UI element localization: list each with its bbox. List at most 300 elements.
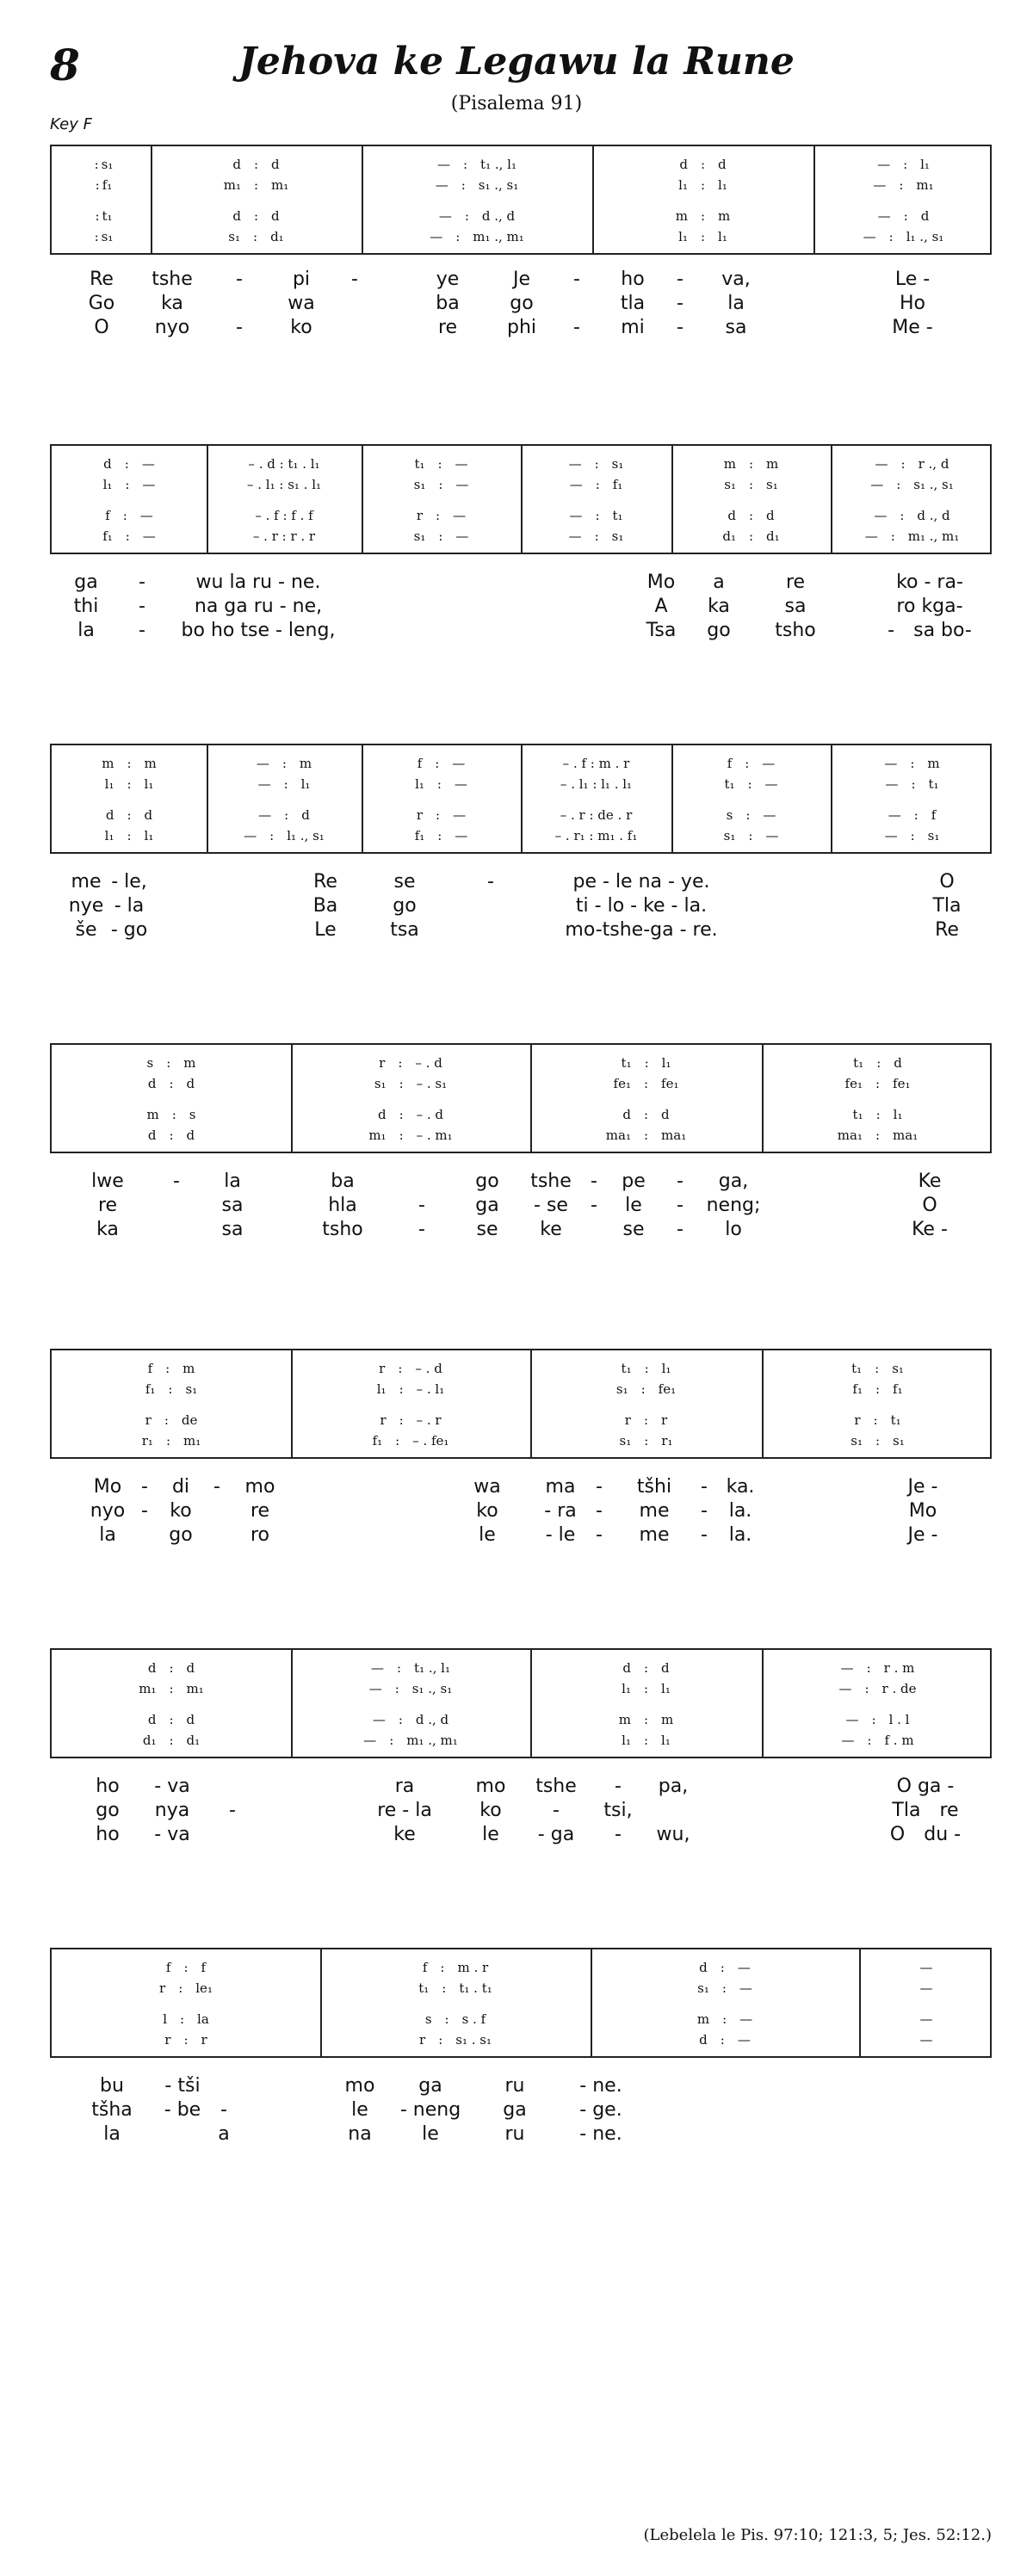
lyric-syllable: - be [164, 2099, 201, 2121]
part-notes: — : l₁ [257, 776, 311, 792]
lyric-syllable: O [922, 1195, 937, 1216]
lyric-syllable: - [677, 1195, 684, 1216]
lyric-syllable: la. [728, 1524, 752, 1546]
bar-line [362, 446, 363, 553]
lyric-syllable: go [475, 1171, 499, 1192]
lyric-syllable: mo-tshe-ga - re. [565, 919, 718, 941]
part-notes: s₁ : — [413, 477, 469, 492]
lyric-syllable: ga [74, 571, 98, 593]
part-notes: r : — [416, 807, 467, 823]
lyric-syllable: A [654, 596, 668, 617]
part-notes: — : m₁ [873, 177, 934, 193]
part-notes: l₁ : l₁ [678, 177, 727, 193]
lyric-syllable: se [622, 1219, 645, 1240]
lyric-syllable: ko [170, 1500, 192, 1522]
part-notes: – . l₁ : l₁ . l₁ [560, 776, 633, 792]
lyric-syllable: sa [221, 1219, 244, 1240]
part-notes: f₁ : – . fe₁ [372, 1433, 449, 1449]
bar-line [762, 1650, 764, 1757]
lyric-syllable: Ke [918, 1171, 942, 1192]
lyric-syllable: wu, [656, 1824, 690, 1845]
part-notes: l₁ : l₁ [104, 776, 154, 792]
part-notes: d : d [622, 1107, 670, 1122]
lyric-syllable: di [171, 1476, 190, 1498]
bar-line [207, 446, 208, 553]
part-notes: — : f . m [841, 1733, 914, 1748]
bar-line [530, 1350, 532, 1457]
bar-line [362, 745, 363, 852]
lyric-syllable: Tla re [892, 1800, 959, 1821]
part-notes: — : d ., d [874, 508, 950, 523]
lyric-syllable: se [393, 871, 416, 893]
part-notes: l₁ : l₁ [104, 828, 154, 843]
lyric-syllable: nya [154, 1800, 190, 1821]
lyric-syllable: Re [313, 871, 337, 893]
lyric-syllable: tshe [530, 1171, 572, 1192]
lyric-syllable: - [591, 1195, 597, 1216]
lyric-syllable: ga [418, 2075, 442, 2097]
part-notes: : t₁ [90, 208, 113, 224]
lyric-syllable: - [677, 317, 684, 338]
lyric-syllable: la. [728, 1500, 752, 1522]
part-notes: — : s₁ [568, 528, 624, 544]
footer-reference: (Lebelela le Pis. 97:10; 121:3, 5; Jes. 52:12.) [643, 2526, 992, 2544]
bar-line [291, 1350, 293, 1457]
bar-line [320, 1949, 322, 2056]
part-notes: r : r [164, 2032, 207, 2048]
part-notes: f : f [165, 1960, 207, 1975]
lyric-syllable: O ga - [896, 1776, 955, 1797]
lyric-syllable: - ne. [579, 2123, 622, 2145]
lyric-syllable: bo ho tse - leng, [181, 620, 336, 641]
lyric-syllable: - [677, 269, 684, 290]
part-notes: d : – . d [377, 1107, 444, 1122]
lyric-syllable: - [418, 1219, 425, 1240]
lyric-syllable: - [615, 1776, 622, 1797]
part-notes: t₁ : d [853, 1055, 902, 1071]
lyric-syllable: - [591, 1171, 597, 1192]
part-notes: r : — [416, 508, 467, 523]
part-notes: — : m₁ ., m₁ [864, 528, 960, 544]
lyric-syllable: - [615, 1824, 622, 1845]
part-notes: — : r . m [840, 1660, 915, 1676]
stave-system [50, 1948, 992, 2058]
lyric-syllable: re [250, 1500, 270, 1522]
part-notes: l₁ : — [102, 477, 156, 492]
lyric-syllable: go [96, 1800, 120, 1821]
part-notes: : s₁ [89, 157, 114, 172]
lyric-syllable: - ge. [579, 2099, 622, 2121]
part-notes: t₁ : l₁ [621, 1361, 671, 1376]
lyric-syllable: - va [154, 1776, 190, 1797]
bar-line [671, 446, 673, 553]
part-notes: — : s₁ [884, 828, 940, 843]
bar-line [207, 745, 208, 852]
lyric-syllable: ka [161, 293, 183, 314]
part-notes: — : l₁ ., s₁ [244, 828, 325, 843]
part-notes: — : t₁ ., l₁ [371, 1660, 450, 1676]
lyric-syllable: lo [725, 1219, 742, 1240]
part-notes: f₁ : — [414, 828, 468, 843]
lyric-syllable: tshe [152, 269, 193, 290]
lyric-syllable: mo [244, 1476, 275, 1498]
lyric-syllable: - [596, 1524, 603, 1546]
bar-line [592, 146, 594, 253]
lyric-syllable: - go [110, 919, 148, 941]
lyric-syllable: re [437, 317, 458, 338]
lyric-syllable: tšhi [636, 1476, 672, 1498]
part-notes: t₁ : s₁ [851, 1361, 904, 1376]
lyric-syllable: tshe [535, 1776, 577, 1797]
part-notes: — : t₁ ., l₁ [437, 157, 516, 172]
lyric-syllable: Me - [892, 317, 933, 338]
bar-line [521, 446, 523, 553]
part-notes: ma₁ : ma₁ [605, 1127, 687, 1143]
bar-line [530, 1045, 532, 1152]
part-notes: s₁ : — [723, 828, 779, 843]
part-notes: – . r : r . r [252, 528, 316, 544]
part-notes: t₁ : l₁ [852, 1107, 903, 1122]
hymn-title: Jehova ke Legawu la Rune [238, 40, 795, 83]
hymn-number: 8 [50, 40, 80, 90]
part-notes: d : d [147, 1127, 195, 1143]
lyric-syllable: neng; [706, 1195, 761, 1216]
lyric-syllable: ka [96, 1219, 119, 1240]
part-notes: — : m₁ ., m₁ [430, 229, 524, 244]
lyric-syllable: Mo [908, 1500, 937, 1522]
part-notes: d : d [679, 157, 727, 172]
lyric-syllable: ga [503, 2099, 527, 2121]
lyric-syllable: še [75, 919, 97, 941]
lyric-syllable: Go [88, 293, 115, 314]
lyric-syllable: bu [100, 2075, 124, 2097]
part-notes: f : m [147, 1361, 195, 1376]
part-notes: — : d [258, 807, 310, 823]
part-notes: m : m [618, 1712, 674, 1727]
bar-line [521, 745, 523, 852]
bar-line [291, 1650, 293, 1757]
part-notes: f₁ : — [102, 528, 156, 544]
part-notes: m : m [723, 456, 779, 472]
part-notes: m₁ : m₁ [139, 1681, 204, 1696]
lyric-syllable: O du - [889, 1824, 962, 1845]
part-notes: — : m [884, 756, 940, 771]
lyric-syllable: ba [436, 293, 460, 314]
lyric-syllable: - [573, 317, 580, 338]
lyric-syllable: ke [393, 1824, 416, 1845]
bar-line [362, 146, 363, 253]
part-notes: — : s₁ ., s₁ [368, 1681, 453, 1696]
lyric-syllable: - [229, 1800, 236, 1821]
lyric-syllable: wa [288, 293, 315, 314]
hymn-subtitle: (Pisalema 91) [450, 93, 583, 114]
lyric-syllable: Je [512, 269, 531, 290]
lyric-syllable: - [141, 1476, 148, 1498]
lyric-syllable: ko [290, 317, 312, 338]
part-notes: d : — [699, 2032, 751, 2048]
part-notes: s : s . f [424, 2011, 486, 2027]
part-notes: l : la [163, 2011, 209, 2027]
part-notes: — : s₁ ., s₁ [435, 177, 519, 193]
lyric-syllable: ga, [718, 1171, 749, 1192]
lyric-syllable: ka [708, 596, 730, 617]
part-notes: m₁ : m₁ [223, 177, 289, 193]
part-notes: r : t₁ [854, 1412, 901, 1428]
lyric-syllable: - [487, 871, 494, 893]
lyric-syllable: - [701, 1476, 708, 1498]
part-notes: s₁ : — [697, 1980, 752, 1996]
lyric-syllable: ko - ra- [896, 571, 963, 593]
lyric-syllable: phi [506, 317, 537, 338]
lyric-syllable: Re [935, 919, 959, 941]
part-notes: : s₁ [89, 229, 114, 244]
part-notes: — : l₁ ., s₁ [863, 229, 944, 244]
part-notes: l₁ : — [415, 776, 467, 792]
lyric-syllable: wu la ru - ne. [195, 571, 321, 593]
lyric-syllable: Tsa [646, 620, 677, 641]
lyric-syllable: tsho [322, 1219, 363, 1240]
part-notes: — : t₁ [885, 776, 939, 792]
lyric-syllable: - [141, 1500, 148, 1522]
lyric-syllable: - ne. [579, 2075, 622, 2097]
lyric-syllable: go [393, 895, 417, 917]
lyric-syllable: va, [721, 269, 751, 290]
part-notes: r : r [624, 1412, 668, 1428]
bar-line [530, 1650, 532, 1757]
lyric-syllable: ra [394, 1776, 415, 1797]
lyric-syllable: ba [331, 1171, 355, 1192]
lyric-syllable: sa [221, 1195, 244, 1216]
lyric-syllable: ko [479, 1800, 502, 1821]
lyric-syllable: wa [473, 1476, 501, 1498]
lyric-syllable: Ho [899, 293, 926, 314]
lyric-syllable: - ga [537, 1824, 575, 1845]
part-notes: — : s₁ ., s₁ [870, 477, 954, 492]
lyric-syllable: pe [622, 1171, 646, 1192]
part-notes: — [919, 1980, 933, 1996]
lyric-syllable: a [218, 2123, 230, 2145]
part-notes: r : – . r [380, 1412, 442, 1428]
lyric-syllable: la [727, 293, 745, 314]
part-notes: l₁ : l₁ [622, 1733, 671, 1748]
part-notes: s₁ : s₁ [851, 1433, 905, 1449]
lyric-syllable: Le [314, 919, 337, 941]
lyric-syllable: na ga ru - ne, [194, 596, 323, 617]
part-notes: – . r : de . r [560, 807, 633, 823]
part-notes: s₁ : fe₁ [615, 1381, 677, 1397]
bar-line [591, 1949, 592, 2056]
lyric-syllable: - [213, 1476, 220, 1498]
lyric-syllable: la [103, 2123, 121, 2145]
lyric-syllable: lwe [91, 1171, 124, 1192]
lyric-syllable: - [573, 269, 580, 290]
lyric-syllable: ho [96, 1824, 120, 1845]
lyric-syllable: - [553, 1800, 560, 1821]
lyric-syllable: mo [344, 2075, 375, 2097]
stave-system [50, 145, 992, 255]
lyric-syllable: - [139, 571, 145, 593]
part-notes: t₁ : l₁ [621, 1055, 671, 1071]
part-notes: – . d : t₁ . l₁ [248, 456, 320, 472]
lyric-syllable: ho [96, 1776, 120, 1797]
part-notes: ma₁ : ma₁ [837, 1127, 919, 1143]
bar-line [671, 745, 673, 852]
stave-system [50, 744, 992, 854]
stave-system [50, 444, 992, 554]
lyric-syllable: Je - [907, 1476, 938, 1498]
part-notes: m₁ : – . m₁ [368, 1127, 453, 1143]
lyric-syllable: - [351, 269, 358, 290]
part-notes: r : s₁ . s₁ [419, 2032, 492, 2048]
lyric-syllable: - sa bo- [888, 620, 972, 641]
lyric-syllable: tšha [91, 2099, 133, 2121]
lyric-syllable: Ke - [912, 1219, 948, 1240]
part-notes: d : d [147, 1712, 195, 1727]
lyric-syllable: tsa [390, 919, 419, 941]
lyric-syllable: Mo [646, 571, 676, 593]
lyric-syllable: - [139, 620, 145, 641]
part-notes: m : m [102, 756, 157, 771]
lyric-syllable: la [224, 1171, 241, 1192]
bar-line [291, 1045, 293, 1152]
lyric-syllable: ho [621, 269, 645, 290]
lyric-syllable: - tši [164, 2075, 201, 2097]
bar-line [859, 1949, 861, 2056]
lyric-syllable: nyo [154, 317, 190, 338]
lyric-syllable: se [476, 1219, 498, 1240]
lyric-syllable: - [418, 1195, 425, 1216]
lyric-syllable: me [639, 1500, 670, 1522]
part-notes: — : f [888, 807, 937, 823]
bar-line [762, 1045, 764, 1152]
lyric-syllable: Je - [907, 1524, 938, 1546]
lyric-syllable: - [139, 596, 145, 617]
part-notes: — [919, 2011, 933, 2027]
lyric-syllable: - [677, 1171, 684, 1192]
part-notes: t₁ : — [724, 776, 778, 792]
part-notes: – . f : f . f [255, 508, 313, 523]
lyric-syllable: me [71, 871, 102, 893]
part-notes: — : d [877, 208, 930, 224]
lyric-syllable: Le - [894, 269, 931, 290]
lyric-syllable: ga [475, 1195, 499, 1216]
part-notes: l₁ : – . l₁ [376, 1381, 445, 1397]
part-notes: – . r₁ : m₁ . f₁ [554, 828, 638, 843]
part-notes: — [919, 1960, 933, 1975]
lyric-syllable: Tla [932, 895, 962, 917]
part-notes: m : s [146, 1107, 196, 1122]
part-notes: — : d ., d [372, 1712, 449, 1727]
lyric-syllable: re - la [377, 1800, 432, 1821]
part-notes: d : — [103, 456, 155, 472]
bar-line [831, 745, 832, 852]
lyric-syllable: - le, [111, 871, 147, 893]
lyric-syllable: sa [725, 317, 747, 338]
lyric-syllable: ti - lo - ke - la. [575, 895, 708, 917]
lyric-syllable: re [97, 1195, 118, 1216]
lyric-syllable: ro kga- [896, 596, 963, 617]
part-notes: s₁ : r₁ [619, 1433, 673, 1449]
part-notes: – . l₁ : s₁ . l₁ [246, 477, 322, 492]
lyric-syllable: - [596, 1500, 603, 1522]
part-notes: f₁ : s₁ [145, 1381, 198, 1397]
part-notes: r : le₁ [159, 1980, 213, 1996]
part-notes: : f₁ [90, 177, 113, 193]
part-notes: f₁ : f₁ [852, 1381, 903, 1397]
part-notes: — : l₁ [877, 157, 930, 172]
lyric-syllable: nyo [90, 1500, 126, 1522]
lyric-syllable: go [169, 1524, 193, 1546]
lyric-syllable: ro [250, 1524, 270, 1546]
part-notes: fe₁ : fe₁ [844, 1076, 911, 1091]
lyric-syllable: le [422, 2123, 439, 2145]
lyric-syllable: - le [545, 1524, 576, 1546]
lyric-syllable: - [701, 1500, 708, 1522]
part-notes: s₁ : s₁ [724, 477, 778, 492]
part-notes: d : — [699, 1960, 751, 1975]
lyric-syllable: ru [504, 2075, 525, 2097]
part-notes: l₁ : l₁ [678, 229, 727, 244]
part-notes: d : d [105, 807, 153, 823]
lyric-syllable: - [596, 1476, 603, 1498]
lyric-syllable: - [236, 317, 243, 338]
lyric-syllable: sa [784, 596, 807, 617]
lyric-syllable: ye [436, 269, 460, 290]
part-notes: s₁ : – . s₁ [374, 1076, 448, 1091]
lyric-syllable: - la [114, 895, 145, 917]
bar-line [831, 446, 832, 553]
part-notes: — : m [256, 756, 312, 771]
stave-system [50, 1349, 992, 1459]
lyric-syllable: pa, [658, 1776, 689, 1797]
lyric-syllable: a [713, 571, 725, 593]
lyric-syllable: na [348, 2123, 372, 2145]
part-notes: — : s₁ [568, 456, 624, 472]
part-notes: d₁ : d₁ [142, 1733, 201, 1748]
lyric-syllable: go [707, 620, 731, 641]
lyric-syllable: ka. [726, 1476, 755, 1498]
lyric-syllable: hla [328, 1195, 357, 1216]
lyric-syllable: - [701, 1524, 708, 1546]
part-notes: d : d [727, 508, 775, 523]
lyric-syllable: go [510, 293, 534, 314]
part-notes: — : d ., d [438, 208, 516, 224]
part-notes: — [919, 2032, 933, 2048]
part-notes: d : d [232, 208, 280, 224]
lyric-syllable: tla [620, 293, 646, 314]
part-notes: s₁ : d₁ [228, 229, 284, 244]
part-notes: r₁ : m₁ [141, 1433, 201, 1449]
lyric-syllable: Ba [312, 895, 338, 917]
lyric-syllable: O [94, 317, 109, 338]
lyric-syllable: me [639, 1524, 670, 1546]
lyric-syllable: - neng [399, 2099, 461, 2121]
lyric-syllable: - [677, 293, 684, 314]
part-notes: — : l . l [845, 1712, 910, 1727]
lyric-syllable: pi [292, 269, 311, 290]
lyric-syllable: mi [621, 317, 645, 338]
lyric-syllable: ke [540, 1219, 562, 1240]
lyric-syllable: - se [534, 1195, 568, 1216]
part-notes: — : t₁ [569, 508, 623, 523]
lyric-syllable: nye [68, 895, 104, 917]
part-notes: f : — [417, 756, 466, 771]
part-notes: d : d [147, 1660, 195, 1676]
bar-line [813, 146, 815, 253]
part-notes: l₁ : l₁ [622, 1681, 671, 1696]
lyric-syllable: la [99, 1524, 116, 1546]
lyric-syllable: - ra [544, 1500, 577, 1522]
